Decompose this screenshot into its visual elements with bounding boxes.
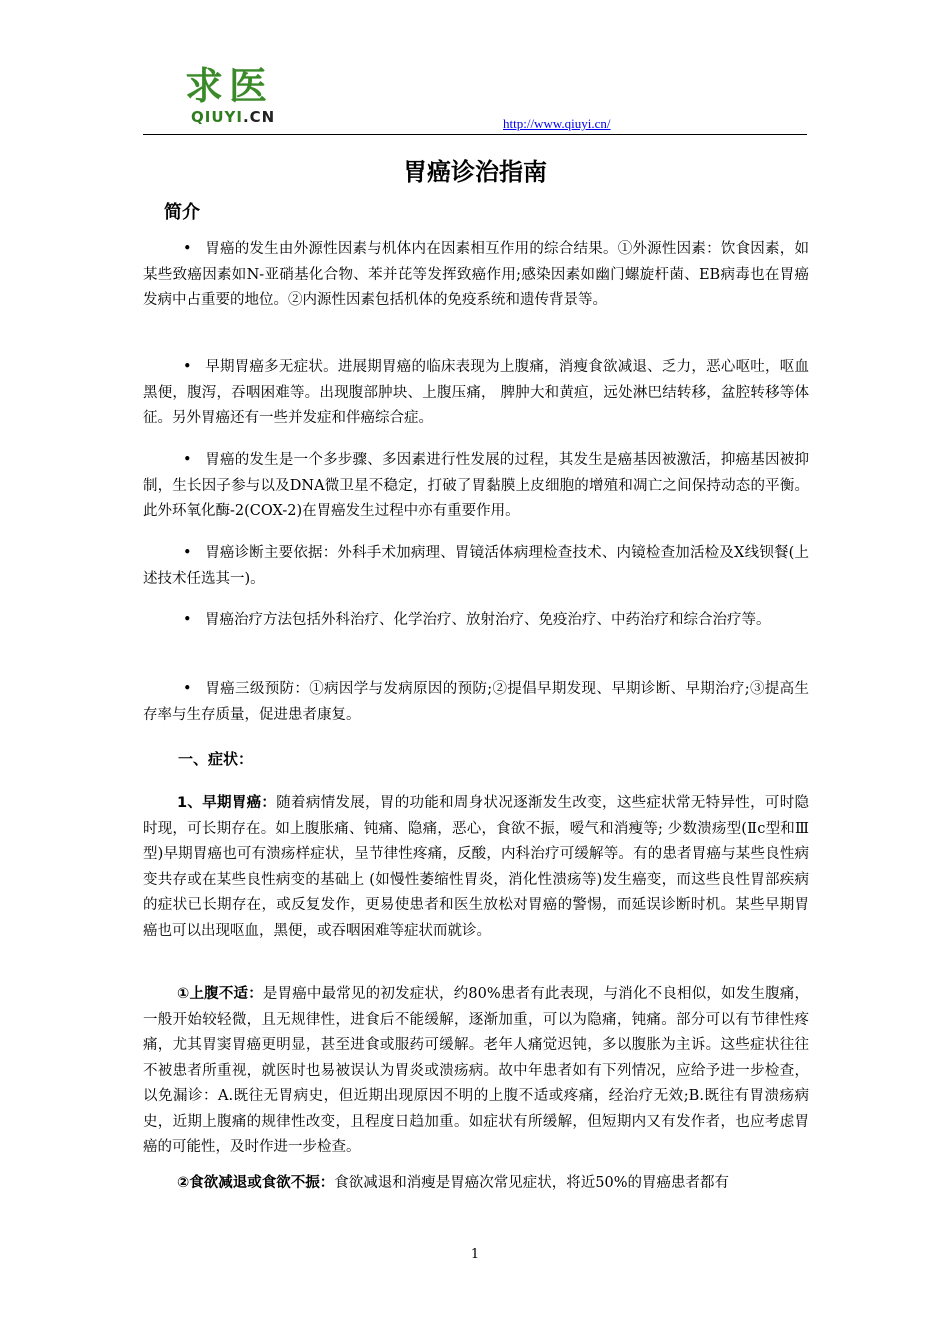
- bullet-paragraph: • 胃癌诊断主要依据：外科手术加病理、胃镜活体病理检查技术、内镜检查加活检及X线钡餐(上述技术任选其一)。: [143, 541, 809, 592]
- symptoms-heading: 一、症状：: [178, 750, 254, 768]
- early-cancer-paragraph: 1、早期胃癌：随着病情发展，胃的功能和周身状况逐渐发生改变，这些症状常无特异性，可时隐时现，可长期存在。如上腹胀痛、钝痛、隐痛，恶心，食欲不振，嗳气和消瘦等; 少数溃疡型(Ⅱc型和Ⅲ型)早期胃癌也可有溃疡样症状，呈节律性疼痛，反酸，内科治疗可缓解等。有的患者胃癌与某些良性病变共存或在某些良性病变的基础上 (如慢性萎缩性胃炎，消化性溃疡等)发生癌变，而这些良性胃部疾病的症状已长期存在，或反复发作，更易使患者和医生放松对胃癌的警惕，而延误诊断时机。某些早期胃癌也可以出现呕血，黑便，或吞咽困难等症状而就诊。: [143, 795, 810, 939]
- page-header: [143, 58, 807, 135]
- intro-heading: 简介: [164, 202, 200, 223]
- bullet-icon: •: [183, 681, 192, 697]
- bullet-paragraph: • 胃癌的发生由外源性因素与机体内在因素相互作用的综合结果。①外源性因素：饮食因素，如某些致癌因素如N-亚硝基化合物、苯并芘等发挥致癌作用;感染因素如幽门螺旋杆菌、EB病毒也在胃癌发病中占重要的地位。②内源性因素包括机体的免疫系统和遗传背景等。: [143, 237, 809, 314]
- bullet-paragraph: • 胃癌的发生是一个多步骤、多因素进行性发展的过程，其发生是癌基因被激活，抑癌基因被抑制，生长因子参与以及DNA微卫星不稳定，打破了胃黏膜上皮细胞的增殖和凋亡之间保持动态的平衡。此外环氧化酶-2(COX-2)在胃癌发生过程中亦有重要作用。: [143, 448, 809, 525]
- bullet-icon: •: [183, 612, 192, 628]
- document-title: 胃癌诊治指南: [403, 158, 547, 186]
- logo-chinese-text: 求医: [185, 63, 274, 108]
- bullet-paragraph: • 胃癌三级预防：①病因学与发病原因的预防;②提倡早期发现、早期诊断、早期治疗;③提高生存率与生存质量，促进患者康复。: [143, 677, 809, 728]
- bullet-icon: •: [183, 452, 192, 468]
- bullet-paragraph: • 早期胃癌多无症状。进展期胃癌的临床表现为上腹痛，消瘦食欲减退、乏力，恶心呕吐，呕血黑便，腹泻，吞咽困难等。出现腹部肿块、上腹压痛， 脾肿大和黄疸，远处淋巴结转移，盆腔转移等体征。另外胃癌还有一些并发症和伴癌综合症。: [143, 355, 809, 432]
- logo-latin-text: QIUYI.CN: [191, 108, 276, 126]
- page-number: 1: [470, 1247, 480, 1262]
- bullet-icon: •: [183, 545, 192, 561]
- site-url-link[interactable]: http://www.qiuyi.cn/: [503, 116, 611, 131]
- qiuyi-logo: [185, 64, 325, 130]
- appetite-paragraph: ②食欲减退或食欲不振：食欲减退和消瘦是胃癌次常见症状，将近50%的胃癌患者都有: [177, 1175, 730, 1191]
- bullet-paragraph: • 胃癌治疗方法包括外科治疗、化学治疗、放射治疗、免疫治疗、中药治疗和综合治疗等。: [143, 608, 809, 634]
- bullet-icon: •: [183, 241, 192, 257]
- bullet-icon: •: [183, 359, 192, 375]
- upper-abdominal-paragraph: ①上腹不适：是胃癌中最常见的初发症状，约80%患者有此表现，与消化不良相似，如发生腹痛，一般开始较轻微，且无规律性，进食后不能缓解，逐渐加重，可以为隐痛，钝痛。部分可以有节律性疼痛，尤其胃窦胃癌更明显，甚至进食或服药可缓解。老年人痛觉迟钝，多以腹胀为主诉。这些症状往往不被患者所重视，就医时也易被误认为胃炎或溃疡病。故中年患者如有下列情况，应给予进一步检查，以免漏诊：A.既往无胃病史，但近期出现原因不明的上腹不适或疼痛，经治疗无效;B.既往有胃溃疡病史，近期上腹痛的规律性改变，且程度日趋加重。如症状有所缓解，但短期内又有发作者，也应考虑胃癌的可能性，及时作进一步检查。: [143, 986, 809, 1155]
